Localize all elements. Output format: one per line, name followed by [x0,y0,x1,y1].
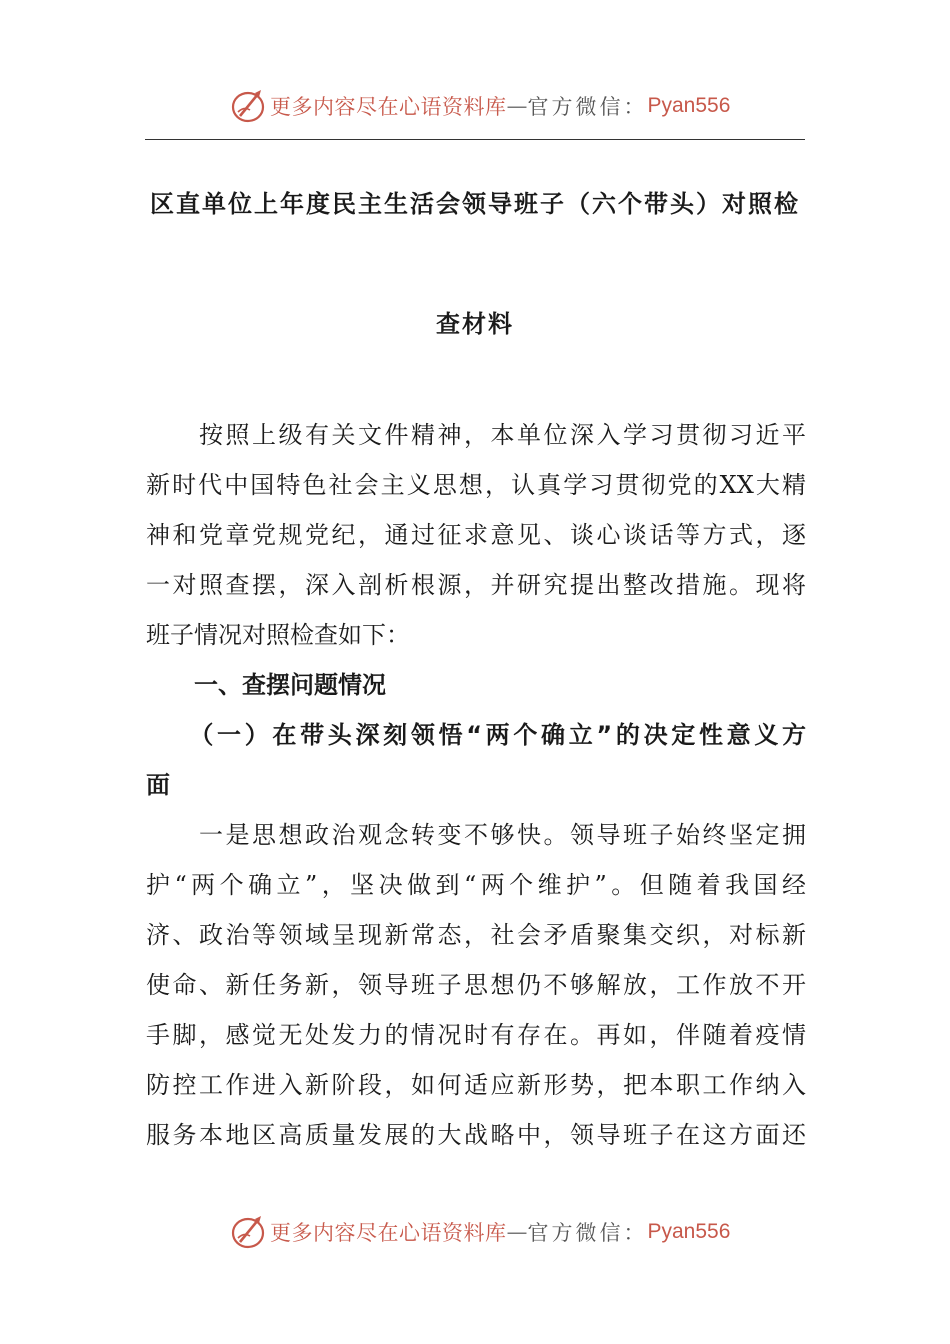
text-line: 手脚，感觉无处发力的情况时有存在。再如，伴随着疫情 [146,1021,806,1049]
text-line: 一是思想政治观念转变不够快。领导班子始终坚定拥 [146,821,806,849]
pen-logo-icon [228,86,268,126]
text-line: 防控工作进入新阶段，如何适应新形势，把本职工作纳入 [146,1071,806,1099]
text-line: 按照上级有关文件精神，本单位深入学习贯彻习近平 [146,421,806,449]
text-line: （一）在带头深刻领悟“两个确立”的决定性意义方 [146,721,806,749]
text-line: 护“两个确立”，坚决做到“两个维护”。但随着我国经 [146,871,806,899]
footer-banner [0,1206,950,1256]
text-line: 济、政治等领域呈现新常态，社会矛盾聚集交织，对标新 [146,921,806,949]
banner-separator: — [506,1220,528,1244]
text-line: 使命、新任务新，领导班子思想仍不够解放，工作放不开 [146,971,806,999]
subsection-heading [146,710,806,810]
text-line: 服务本地区高质量发展的大战略中，领导班子在这方面还 [146,1121,806,1149]
text-line: 面 [146,771,170,799]
wechat-label: 官方微信： [527,95,648,119]
document-title-line1: 区直单位上年度民主生活会领导班子（六个带头）对照检 [150,190,800,218]
intro-paragraph [146,410,806,660]
wechat-id: Pyan556 [647,94,731,117]
text-line: 班子情况对照检查如下： [146,621,410,649]
wechat-label: 官方微信： [527,1221,648,1245]
banner-text: 更多内容尽在心语资料库 [270,95,507,119]
text-line: 一对照查摆，深入剖析根源，并研究提出整改措施。现将 [146,571,806,599]
pen-logo-icon [228,1212,268,1252]
text-line: 新时代中国特色社会主义思想，认真学习贯彻党的XX大精 [146,471,806,499]
text-line: 一、查摆问题情况 [146,671,386,699]
header-banner [0,80,950,130]
banner-text: 更多内容尽在心语资料库 [270,1221,507,1245]
section-heading [146,660,806,710]
text-line: 神和党章党规党纪，通过征求意见、谈心谈话等方式，逐 [146,521,806,549]
body-paragraph [146,810,806,1160]
banner-separator: — [506,94,528,118]
document-title-line2: 查材料 [436,310,514,338]
header-divider [145,139,805,140]
wechat-id: Pyan556 [647,1220,731,1243]
